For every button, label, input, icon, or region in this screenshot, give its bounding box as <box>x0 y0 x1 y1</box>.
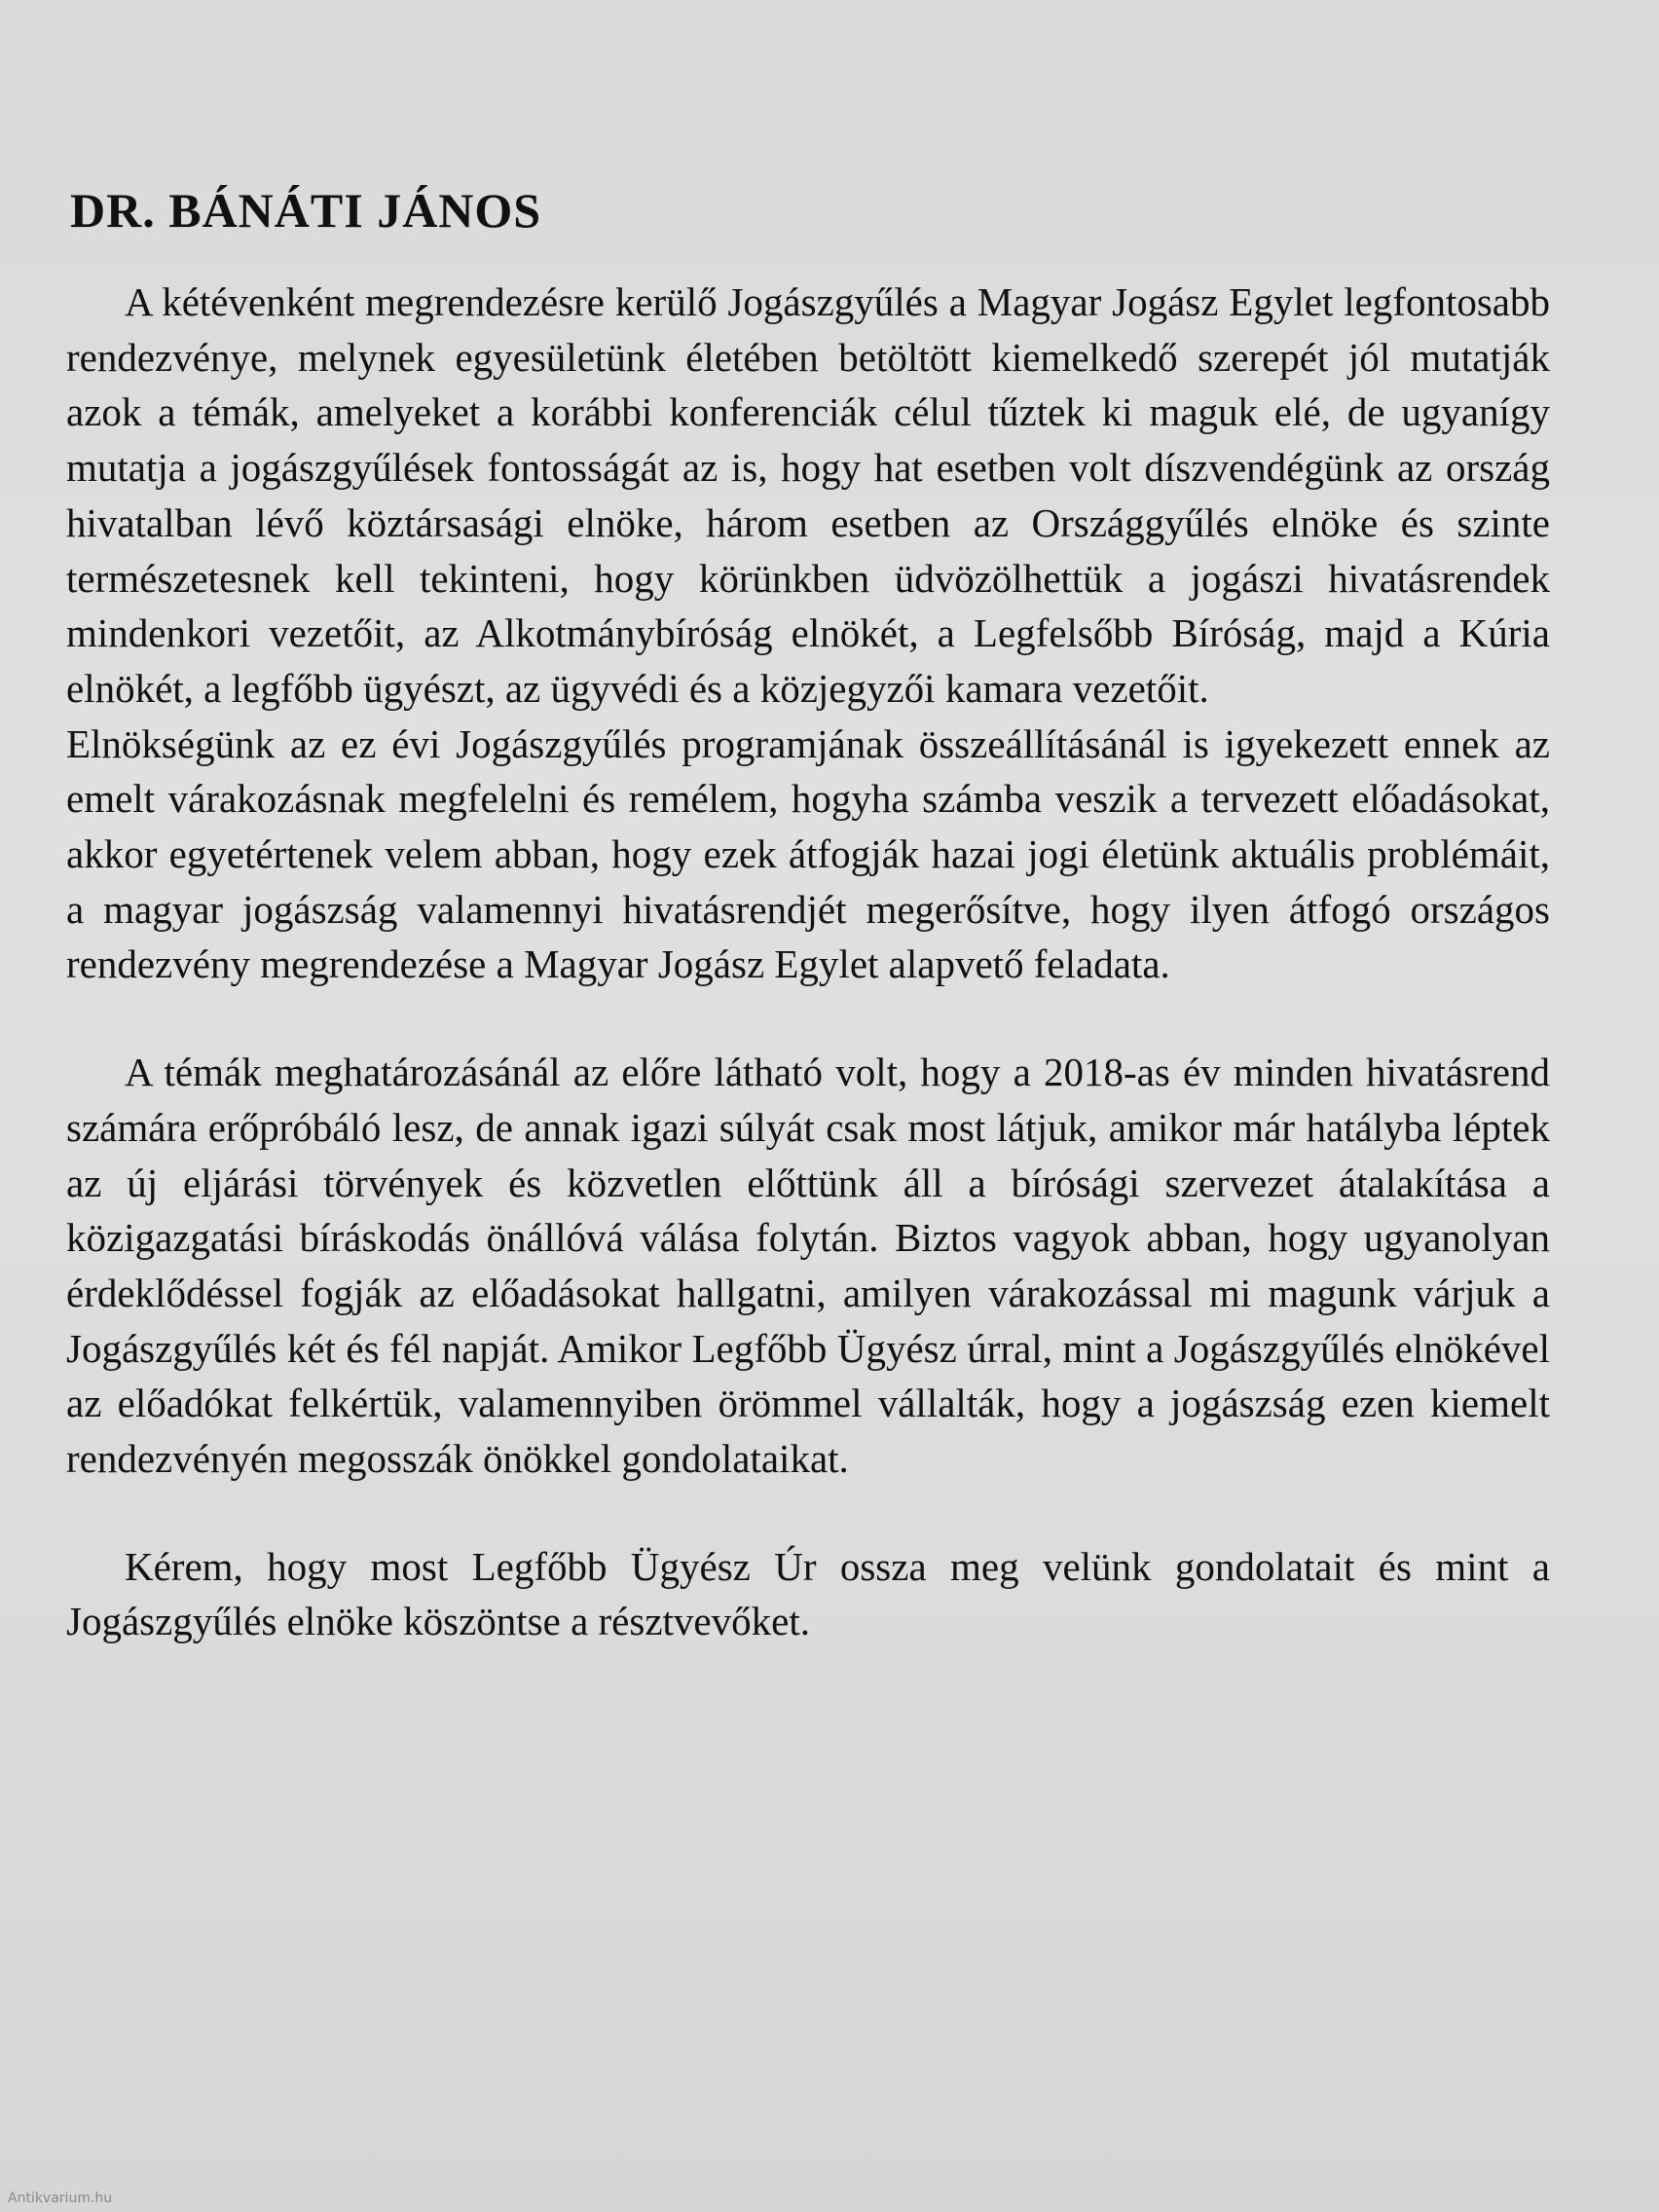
paragraph-2: Elnökségünk az ez évi Jogászgyűlés programjának összeállításánál is igyekezett ennek az emelt várakozásnak megfelelni és remélem, hogyha számba veszik a tervezett előadásokat, akkor egyetértenek velem abban, hogy ezek átfogják hazai jogi életünk aktuális problémáit, a magyar jogászság valamennyi hivatásrendjét megerősítve, hogy ilyen átfogó országos rendezvény megrendezése a Magyar Jogász Egylet alapvető feladata. <box>66 720 1550 987</box>
paragraph-1: A kétévenként megrendezésre kerülő Jogászgyűlés a Magyar Jogász Egylet legfontosabb rendezvénye, melynek egyesületünk életében betöltött kiemelkedő szerepét jól mutatják azok a témák, amelyeket a korábbi konferenciák célul tűztek ki maguk elé, de ugyanígy mutatja a jogászgyűlések fontosságát az is, hogy hat esetben volt díszvendégünk az ország hivatalban lévő köztársasági elnöke, három esetben az Országgyűlés elnöke és szinte természetesnek kell tekinteni, hogy körünkben üdvözölhettük a jogászi hivatásrendek mindenkori vezetőit, az Alkotmánybíróság elnökét, a Legfelsőbb Bíróság, majd a Kúria elnökét, a legfőbb ügyészt, az ügyvédi és a közjegyzői kamara vezetőit. <box>66 279 1550 711</box>
paragraph-gap <box>66 992 1550 1045</box>
paragraph-gap <box>66 1487 1550 1539</box>
paragraph-4: Kérem, hogy most Legfőbb Ügyész Úr ossza meg velünk gondolatait és mint a Jogászgyűlés elnöke köszöntse a résztvevőket. <box>66 1543 1550 1644</box>
watermark-label: Antikvarium.hu <box>8 2191 113 2206</box>
page-content <box>66 181 1550 1649</box>
author-heading: DR. BÁNÁTI JÁNOS <box>70 183 542 238</box>
paragraph-3: A témák meghatározásánál az előre látható volt, hogy a 2018-as év minden hivatásrend számára erőpróbáló lesz, de annak igazi súlyát csak most látjuk, amikor már hatályba léptek az új eljárási törvények és közvetlen előttünk áll a bírósági szervezet átalakítása a közigazgatási bíráskodás önállóvá válása folytán. Biztos vagyok abban, hogy ugyanolyan érdeklődéssel fogják az előadásokat hallgatni, amilyen várakozással mi magunk várjuk a Jogászgyűlés két és fél napját. Amikor Legfőbb Ügyész úrral, mint a Jogászgyűlés elnökével az előadókat felkértük, valamennyiben örömmel vállalták, hogy a jogászság ezen kiemelt rendezvényén megosszák önökkel gondolataikat. <box>66 1050 1550 1482</box>
